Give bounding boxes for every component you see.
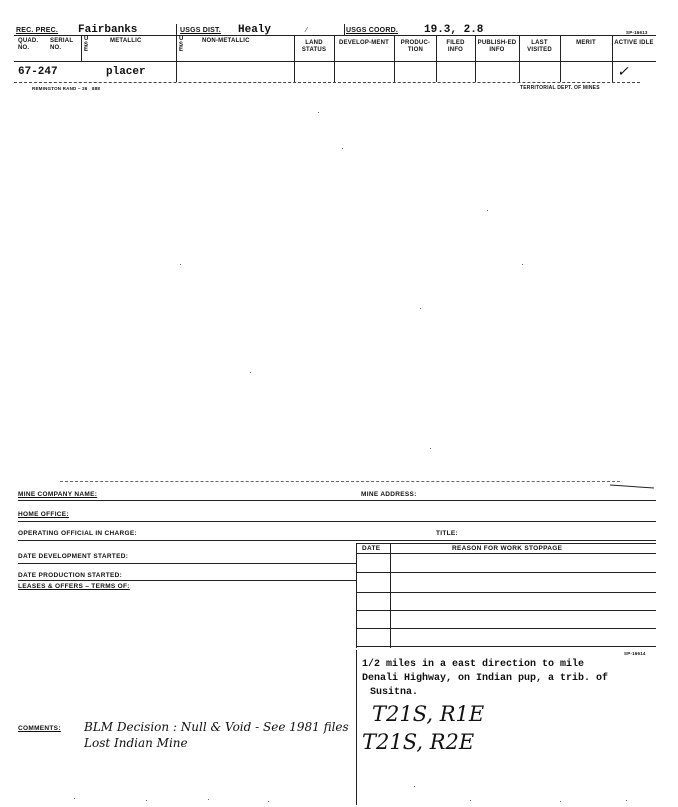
- row-metallic: placer: [106, 66, 146, 78]
- mine-address-label: MINE ADDRESS:: [361, 491, 417, 498]
- top-footer-right: TERRITORIAL DEPT. OF MINES: [520, 85, 600, 91]
- scan-speck: [470, 800, 471, 801]
- col-line-4: [334, 35, 335, 82]
- scan-speck: [342, 148, 343, 149]
- col-line-3: [294, 35, 295, 82]
- col-line-9: [560, 35, 561, 82]
- col-production: PRODUC-TION: [400, 40, 431, 53]
- top-rule-3: [14, 82, 640, 83]
- col-published-info: PUBLISH-ED INFO: [477, 40, 517, 53]
- col-last-visited: LAST VISITED: [527, 40, 552, 53]
- col-use-1: U S E: [84, 36, 89, 53]
- top-vsep-b: [344, 24, 345, 36]
- table-date-line: [390, 543, 391, 648]
- top-footer-code: 888: [92, 86, 101, 91]
- scan-speck: [146, 800, 147, 801]
- col-line-7: [475, 35, 476, 82]
- rule-date-production: [18, 580, 356, 581]
- home-office-label: HOME OFFICE:: [18, 511, 69, 518]
- rule-date-development: [18, 563, 356, 564]
- table-row-rule-3: [356, 610, 656, 611]
- col-filed-info: FILED INFO: [446, 40, 465, 53]
- table-row-rule-4: [356, 628, 656, 629]
- operating-official-label: OPERATING OFFICIAL IN CHARGE:: [18, 530, 137, 537]
- usgs-dist-value: Healy: [238, 24, 272, 36]
- scan-speck: [626, 800, 627, 801]
- scan-speck: [268, 801, 269, 802]
- col-line-2: [176, 35, 177, 82]
- col-line-1: [81, 35, 82, 62]
- col-non-metallic: NON-METALLIC: [202, 38, 250, 44]
- date-production-label: DATE PRODUCTION STARTED:: [18, 572, 123, 579]
- scan-speck: [560, 801, 561, 802]
- table-row-rule-1: [356, 572, 656, 573]
- top-footer-left: REMINGTON RAND – 26: [32, 86, 88, 91]
- col-use-2: U S E: [179, 36, 184, 53]
- active-check-mark: ✓: [617, 64, 629, 80]
- bottom-top-dash: [60, 481, 620, 482]
- scan-speck: [430, 448, 431, 449]
- table-row-rule-2: [356, 592, 656, 593]
- col-active-idle: ACTIVE IDLE: [614, 40, 654, 46]
- township-note-2: T21S, R2E: [362, 730, 475, 754]
- scan-speck: [414, 786, 415, 787]
- usgs-dist-label: USGS DIST.: [180, 27, 221, 34]
- scan-speck: [318, 112, 319, 113]
- title-label: TITLE:: [436, 530, 459, 537]
- comments-label: COMMENTS:: [18, 725, 61, 732]
- col-serial-no: SERIAL NO.: [50, 38, 74, 51]
- table-top-rule: [356, 543, 656, 544]
- tick-mark: ⁄: [306, 27, 308, 34]
- date-development-label: DATE DEVELOPMENT STARTED:: [18, 553, 129, 560]
- reason-col-label: REASON FOR WORK STOPPAGE: [452, 545, 563, 552]
- date-col-label: DATE: [362, 545, 381, 552]
- table-header-rule: [356, 553, 656, 554]
- row-quad-serial: 67-247: [18, 66, 58, 78]
- scan-speck: [522, 264, 523, 265]
- scan-speck: [74, 798, 75, 799]
- rec-prec-label: REC. PREC.: [16, 27, 59, 34]
- township-note-1: T21S, R1E: [372, 702, 485, 726]
- col-line-10: [612, 35, 613, 82]
- comment-line-2: Lost Indian Mine: [84, 736, 188, 750]
- scan-speck: [487, 210, 488, 211]
- col-line-6: [436, 35, 437, 82]
- scan-speck: [250, 372, 251, 373]
- rule-operating-official: [18, 540, 656, 541]
- col-line-5: [394, 35, 395, 82]
- col-metallic: METALLIC: [110, 38, 142, 44]
- usgs-coord-label: USGS COORD.: [346, 27, 398, 34]
- rule-mine-company: [18, 500, 656, 501]
- location-text-line-3: Susitna.: [370, 687, 419, 698]
- table-left-line: [356, 543, 357, 648]
- location-text-line-1: 1/2 miles in a east direction to mile: [362, 659, 585, 670]
- scan-speck: [180, 264, 181, 265]
- scan-speck: [208, 799, 209, 800]
- bottom-corner-stroke: [610, 484, 654, 488]
- top-form-number: SP-16613: [626, 30, 648, 35]
- col-merit: MERIT: [576, 40, 596, 46]
- mine-company-label: MINE COMPANY NAME:: [18, 491, 98, 498]
- leases-label: LEASES & OFFERS – TERMS OF:: [18, 583, 130, 590]
- comments-divider: [356, 650, 357, 805]
- table-row-rule-5: [356, 646, 656, 647]
- scan-speck: [420, 308, 421, 309]
- rule-home-office: [18, 521, 656, 522]
- rec-prec-value: Fairbanks: [78, 24, 138, 36]
- col-line-8: [519, 35, 520, 82]
- col-land-status: LAND STATUS: [301, 40, 327, 53]
- location-text-line-2: Denali Highway, on Indian pup, a trib. of: [362, 673, 609, 684]
- bottom-form-number: SP-16614: [624, 651, 646, 656]
- col-development: DEVELOP-MENT: [338, 40, 390, 46]
- col-quad-no: QUAD. NO.: [18, 38, 39, 51]
- comment-line-1: BLM Decision : Null & Void - See 1981 files: [84, 720, 349, 734]
- usgs-coord-value: 19.3, 2.8: [424, 24, 484, 36]
